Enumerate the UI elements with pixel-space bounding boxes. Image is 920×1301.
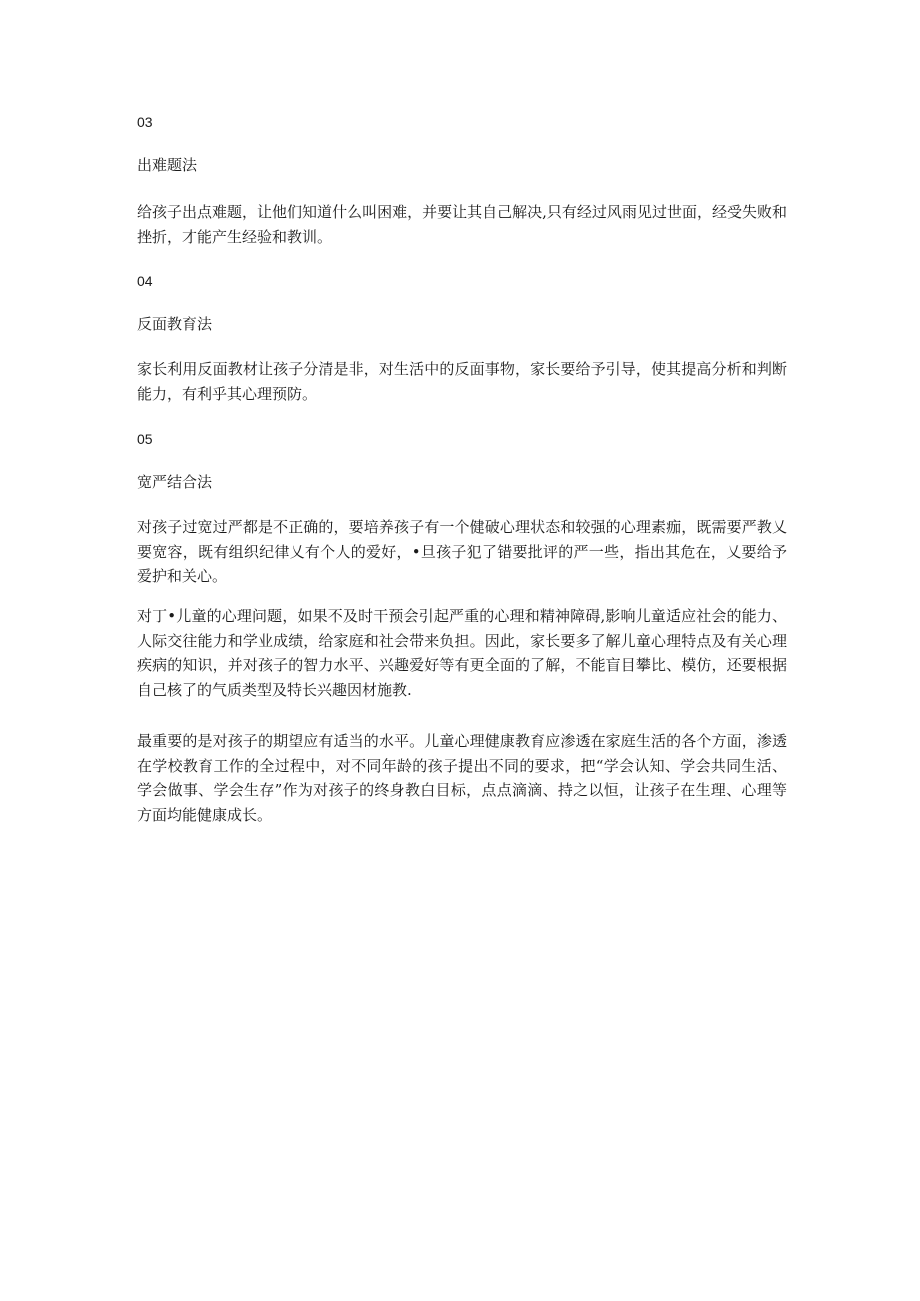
section-number-03: 03 bbox=[137, 114, 153, 130]
closing-paragraph-psychological-problems: 对丁•儿童的心理问题，如果不及时干预会引起严重的心理和精神障碍,影响儿童适应社会的能力、人际交往能力和学业成绩，给家庭和社会带来负担。因此，家长要多了解儿童心理特点及有关心理疾病的知识，并对孩子的智力水平、兴趣爱好等有更全面的了解，不能盲目攀比、模仿，还要根据自己核了的气质类型及特长兴趣因材施教. bbox=[137, 607, 787, 699]
section-paragraph-difficult-problems: 给孩子出点难题，让他们知道什么叫困难，并要让其自己解决,只有经过风雨见过世面，经受失败和挫折，才能产生经验和教训。 bbox=[137, 203, 787, 246]
section-paragraph-balance-strict-lenient: 对孩子过宽过严都是不正确的，要培养孩子有一个健破心理状态和较强的心理素痂，既需要严教乂要宽容，既有组织纪律乂有个人的爱好，•旦孩子犯了错要批评的严一些，指出其危在，乂要给予爱护和关心。 bbox=[137, 518, 787, 585]
section-paragraph-negative-education: 家长利用反面教材让孩子分清是非，对生活中的反面事物，家长要给予引导，使其提高分析和判断能力，有利乎其心理预防。 bbox=[137, 360, 787, 403]
section-number-04: 04 bbox=[137, 273, 153, 289]
closing-paragraph-expectations: 最重要的是对孩子的期望应有适当的水平。儿童心理健康教育应渗透在家庭生活的各个方面，渗透在学校教育工作的全过程中，对不同年龄的孩子提出不同的要求，把“学会认知、学会共同生活、学会做事、学会生存”作为对孩子的终身教白目标，点点滴滴、持之以恒，让孩子在生理、心理等方面均能健康成长。 bbox=[137, 732, 787, 824]
section-number-05: 05 bbox=[137, 431, 153, 447]
section-title-balance-strict-lenient: 宽严结合法 bbox=[137, 473, 213, 491]
section-title-difficult-problems: 出难题法 bbox=[137, 156, 198, 174]
section-title-negative-education: 反面教育法 bbox=[137, 315, 213, 333]
